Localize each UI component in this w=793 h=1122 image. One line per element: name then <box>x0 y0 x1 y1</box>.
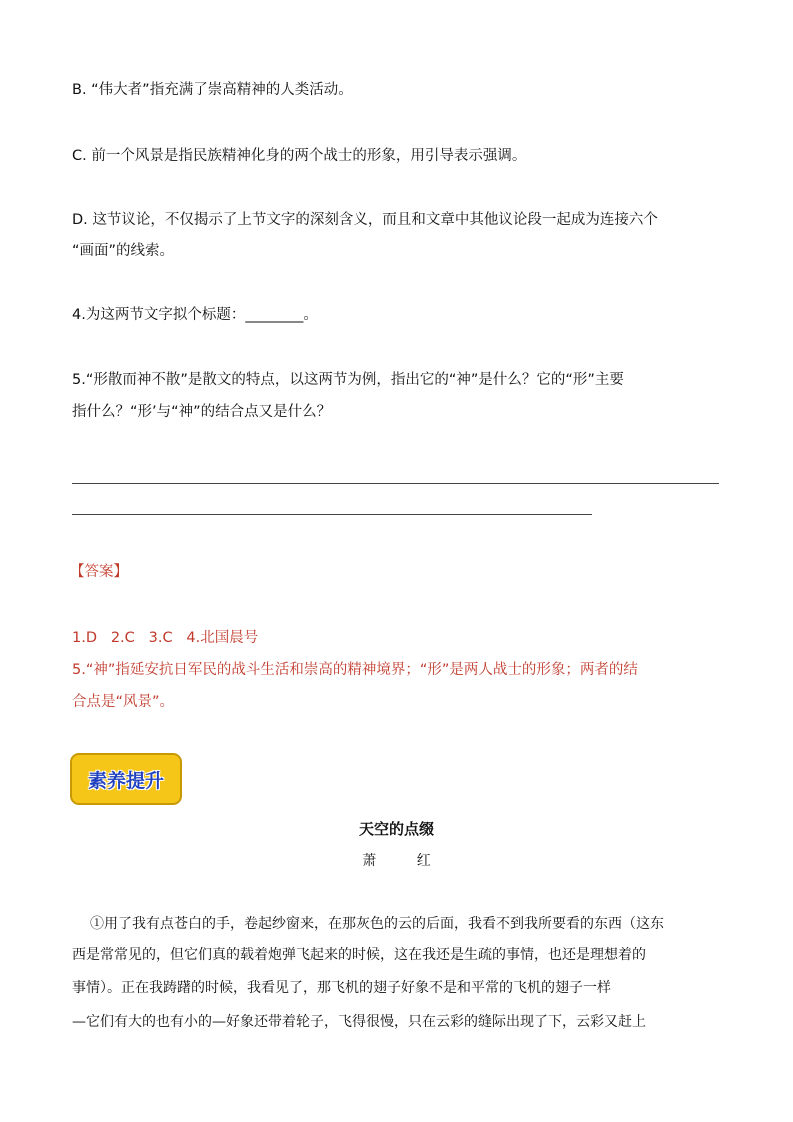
passage-line-2: 西是常常见的，但它们真的载着炮弹飞起来的时候，这在我还是生疏的事情，也还是理想着的 <box>72 947 646 963</box>
passage-line-1: ①用了我有点苍白的手，卷起纱窗来，在那灰色的云的后面，我看不到我所要看的东西（这东 <box>90 916 664 932</box>
question-5-line1: 5.“形散而神不散”是散文的特点，以这两节为例，指出它的“神”是什么？它的“形”主要 <box>72 372 624 388</box>
option-d-line2: “画面”的线索。 <box>72 243 175 259</box>
answer-line-2: 5.“神”指延安抗日军民的战斗生活和崇高的精神境界；“形”是两人战士的形象；两者的结 <box>72 662 638 678</box>
option-d-line1: D. 这节议论，不仅揭示了上节文字的深刻含义，而且和文章中其他议论段一起成为连接六个 <box>72 212 658 228</box>
passage-title: 天空的点缀 <box>358 820 434 838</box>
answer-line-1: 1.D 2.C 3.C 4.北国晨号 <box>72 630 259 646</box>
section-badge <box>70 753 182 805</box>
passage-line-3: 事情）。正在我踌躇的时候，我看见了，那飞机的翅子好象不是和平常的飞机的翅子一样 <box>72 980 611 996</box>
question-4: 4.为这两节文字拟个标题：________。 <box>72 307 318 323</box>
answer-heading: 【答案】 <box>70 564 128 580</box>
question-5-line2: 指什么？“形’与“神”的结合点又是什么？ <box>72 404 332 420</box>
answer-line-3: 合点是“风景”。 <box>72 694 175 710</box>
option-b: B. “伟大者”指充满了崇高精神的人类活动。 <box>72 82 353 98</box>
answer-rule-2 <box>72 514 592 515</box>
passage-author: 萧 红 <box>362 853 449 869</box>
section-badge-label: 素养提升 <box>87 769 164 792</box>
answer-rule-1 <box>72 483 719 484</box>
option-c: C. 前一个风景是指民族精神化身的两个战士的形象，用引导表示强调。 <box>72 148 527 164</box>
passage-line-4: —它们有大的也有小的—好象还带着轮子，飞得很慢，只在云彩的缝际出现了下，云彩又赶上 <box>72 1014 646 1030</box>
